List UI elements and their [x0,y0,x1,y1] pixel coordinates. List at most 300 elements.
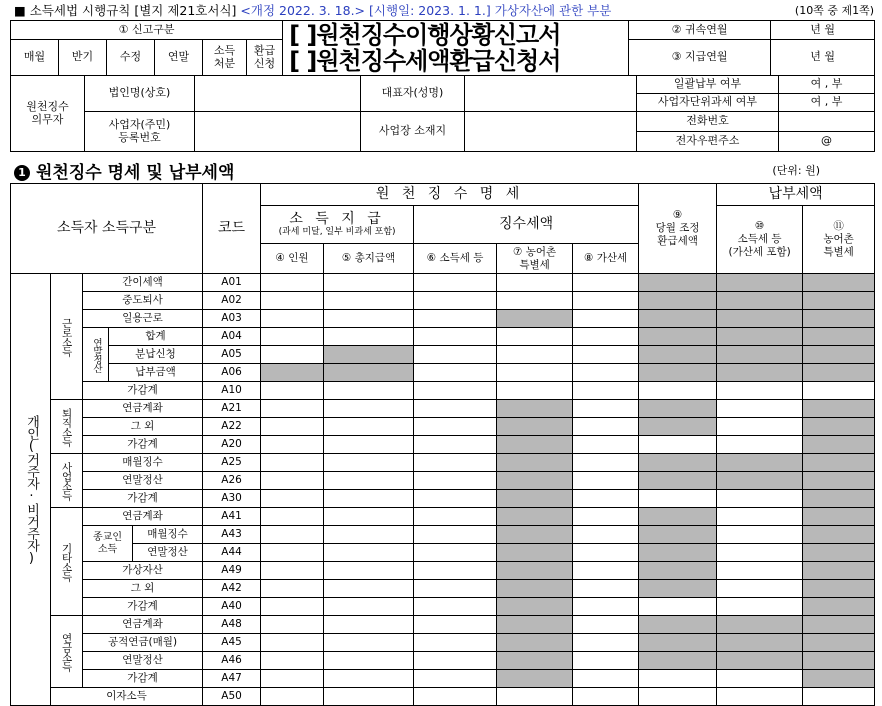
amount-cell-c4[interactable] [261,508,324,526]
amount-cell-c8[interactable] [573,436,639,454]
amount-cell-c6[interactable] [414,544,497,562]
row-label: 이자소득 [51,688,203,706]
row-label: 매월징수 [83,454,203,472]
amount-cell-c11 [803,616,875,634]
amount-cell-c7[interactable] [497,328,573,346]
amount-cell-c6[interactable] [414,382,497,400]
report-type-amended[interactable]: 수정 [107,40,155,76]
amount-cell-c9 [639,310,717,328]
table-row [11,400,875,418]
row-code: A02 [203,292,261,310]
amount-cell-c7 [497,544,573,562]
amount-cell-c9[interactable] [639,670,717,688]
payment-label: ③ 지급연월 [629,40,771,76]
amount-cell-c6[interactable] [414,562,497,580]
amount-cell-c10 [717,472,803,490]
table-row [11,292,875,310]
amount-cell-c7[interactable] [497,364,573,382]
amount-cell-c11 [803,580,875,598]
amount-cell-c7[interactable] [497,382,573,400]
amount-cell-c8[interactable] [573,616,639,634]
amount-cell-c5[interactable] [324,274,414,292]
amount-cell-c11 [803,598,875,616]
amount-cell-c9 [639,580,717,598]
revision-note: <개정 2022. 3. 18.> [시행일: 2023. 1. 1.] 가상자산에 관한 부분 [240,3,612,18]
payer-label: 원천징수 의무자 [11,76,85,152]
col-income-type: 소득자 소득구분 [11,184,203,274]
amount-cell-c8[interactable] [573,328,639,346]
row-code: A50 [203,688,261,706]
amount-cell-c11 [803,562,875,580]
row-code: A04 [203,328,261,346]
amount-cell-c8[interactable] [573,310,639,328]
amount-cell-c6[interactable] [414,598,497,616]
address-field[interactable] [465,112,637,152]
amount-cell-c11 [803,544,875,562]
row-code: A48 [203,616,261,634]
amount-cell-c5[interactable] [324,436,414,454]
amount-cell-c7[interactable] [497,274,573,292]
amount-cell-c6[interactable] [414,400,497,418]
col-c5: ⑤ 총지급액 [324,244,414,274]
amount-cell-c4[interactable] [261,526,324,544]
amount-cell-c6[interactable] [414,616,497,634]
amount-cell-c10[interactable] [717,490,803,508]
amount-cell-c10 [717,616,803,634]
amount-cell-c6[interactable] [414,652,497,670]
unit-tax-label: 사업자단위과세 여부 [637,94,779,112]
row-code: A41 [203,508,261,526]
amount-cell-c8[interactable] [573,346,639,364]
payment-value[interactable]: 년 월 [771,40,875,76]
row-code: A30 [203,490,261,508]
phone-field[interactable] [779,112,875,132]
amount-cell-c10[interactable] [717,400,803,418]
report-type-yearend[interactable]: 연말 [155,40,203,76]
amount-cell-c6[interactable] [414,436,497,454]
amount-cell-c7[interactable] [497,292,573,310]
income-payment-title: 소 득 지 급 [289,211,385,228]
row-label: 매월징수 [133,526,203,544]
amount-cell-c5[interactable] [324,400,414,418]
amount-cell-c7 [497,598,573,616]
amount-cell-c10[interactable] [717,508,803,526]
amount-cell-c9 [639,292,717,310]
amount-cell-c6[interactable] [414,526,497,544]
group-pension-income: 연금소득 [51,616,83,688]
page-indicator: (10쪽 중 제1쪽) [794,4,874,17]
form-title [283,21,629,76]
amount-cell-c5[interactable] [324,616,414,634]
amount-cell-c8[interactable] [573,364,639,382]
amount-cell-c9[interactable] [639,382,717,400]
amount-cell-c6[interactable] [414,634,497,652]
amount-cell-c10 [717,634,803,652]
amount-cell-c10[interactable] [717,670,803,688]
amount-cell-c10 [717,652,803,670]
amount-cell-c9 [639,562,717,580]
row-code: A05 [203,346,261,364]
report-type-refund[interactable]: 환급 신청 [247,40,283,76]
amount-cell-c7 [497,580,573,598]
withholding-table [10,183,875,706]
amount-cell-c8[interactable] [573,454,639,472]
row-label: 가감계 [83,598,203,616]
amount-cell-c4[interactable] [261,634,324,652]
amount-cell-c6[interactable] [414,274,497,292]
amount-cell-c10 [717,292,803,310]
amount-cell-c5[interactable] [324,418,414,436]
amount-cell-c7 [497,526,573,544]
amount-cell-c10 [717,274,803,292]
amount-cell-c8[interactable] [573,490,639,508]
row-code: A26 [203,472,261,490]
amount-cell-c5[interactable] [324,580,414,598]
amount-cell-c7 [497,310,573,328]
amount-cell-c5[interactable] [324,490,414,508]
amount-cell-c10[interactable] [717,598,803,616]
amount-cell-c5[interactable] [324,634,414,652]
amount-cell-c10 [717,454,803,472]
row-label: 가감계 [83,670,203,688]
amount-cell-c11 [803,508,875,526]
row-label: 가감계 [83,436,203,454]
row-label: 일용근로 [83,310,203,328]
amount-cell-c10[interactable] [717,580,803,598]
amount-cell-c8[interactable] [573,526,639,544]
amount-cell-c8[interactable] [573,418,639,436]
amount-cell-c10 [717,346,803,364]
amount-cell-c7 [497,418,573,436]
amount-cell-c10 [717,328,803,346]
row-label: 연말정산 [133,544,203,562]
amount-cell-c8[interactable] [573,652,639,670]
amount-cell-c8[interactable] [573,580,639,598]
amount-cell-c8[interactable] [573,670,639,688]
row-code: A21 [203,400,261,418]
table-row [11,382,875,400]
amount-cell-c4[interactable] [261,580,324,598]
row-code: A42 [203,580,261,598]
group-retirement-income: 퇴직소득 [51,400,83,454]
row-label: 연금계좌 [83,616,203,634]
email-field[interactable]: @ [779,132,875,152]
amount-cell-c6[interactable] [414,580,497,598]
amount-cell-c6[interactable] [414,508,497,526]
lump-sum-label: 일괄납부 여부 [637,76,779,94]
amount-cell-c4[interactable] [261,472,324,490]
amount-cell-c4[interactable] [261,400,324,418]
row-code: A22 [203,418,261,436]
table-row [11,310,875,328]
col-c8: ⑧ 가산세 [573,244,639,274]
col-c10: ⑩ 소득세 등 (가산세 포함) [717,206,803,274]
amount-cell-c9 [639,364,717,382]
amount-cell-c4[interactable] [261,346,324,364]
amount-cell-c11 [803,274,875,292]
col-payment-group: 납부세액 [717,184,875,206]
amount-cell-c9 [639,544,717,562]
row-code: A01 [203,274,261,292]
amount-cell-c7 [497,634,573,652]
row-label: 그 외 [83,418,203,436]
amount-cell-c6[interactable] [414,328,497,346]
table-row [11,364,875,382]
amount-cell-c4[interactable] [261,418,324,436]
row-label: 분납신청 [109,346,203,364]
amount-cell-c5 [324,346,414,364]
row-label: 연말정산 [83,652,203,670]
table-row [11,652,875,670]
amount-cell-c9 [639,328,717,346]
row-label: 그 외 [83,580,203,598]
group-business-income: 사업소득 [51,454,83,508]
bizno-field[interactable] [195,112,361,152]
amount-cell-c4[interactable] [261,310,324,328]
amount-cell-c11 [803,400,875,418]
amount-cell-c6[interactable] [414,346,497,364]
table-row [11,670,875,688]
form-header [10,20,874,152]
amount-cell-c8[interactable] [573,274,639,292]
amount-cell-c9 [639,526,717,544]
amount-cell-c7 [497,508,573,526]
amount-cell-c8[interactable] [573,562,639,580]
amount-cell-c5[interactable] [324,508,414,526]
amount-cell-c6[interactable] [414,472,497,490]
amount-cell-c4[interactable] [261,454,324,472]
representative-field[interactable] [465,76,637,112]
row-code: A47 [203,670,261,688]
row-code: A46 [203,652,261,670]
col-tax-group: 징수세액 [414,206,639,244]
amount-cell-c5[interactable] [324,526,414,544]
table-row [11,328,875,346]
unit-tax-choice[interactable]: 여 , 부 [779,94,875,112]
row-label: 연말정산 [83,472,203,490]
row-label: 연금계좌 [83,508,203,526]
corp-name-label: 법인명(상호) [85,76,195,112]
amount-cell-c7[interactable] [497,346,573,364]
corp-name-field[interactable] [195,76,361,112]
amount-cell-c7 [497,652,573,670]
col-c9: ⑨ 당월 조정 환급세액 [639,184,717,274]
col-c4: ④ 인원 [261,244,324,274]
table-row [11,544,875,562]
amount-cell-c5[interactable] [324,310,414,328]
amount-cell-c7 [497,454,573,472]
amount-cell-c4[interactable] [261,490,324,508]
row-label: 가감계 [83,490,203,508]
amount-cell-c10 [717,310,803,328]
table-row [11,454,875,472]
amount-cell-c9[interactable] [639,436,717,454]
amount-cell-c8[interactable] [573,544,639,562]
amount-cell-c10 [717,364,803,382]
amount-cell-c10[interactable] [717,526,803,544]
amount-cell-c9 [639,274,717,292]
amount-cell-c9[interactable] [639,490,717,508]
amount-cell-c10[interactable] [717,436,803,454]
row-label: 가감계 [83,382,203,400]
section-title: 원천징수 명세 및 납부세액 [36,163,235,183]
amount-cell-c9 [639,418,717,436]
amount-cell-c10[interactable] [717,562,803,580]
table-row [11,418,875,436]
amount-cell-c10[interactable] [717,418,803,436]
group-other-income: 기타소득 [51,508,83,616]
row-code: A10 [203,382,261,400]
amount-cell-c4[interactable] [261,382,324,400]
amount-cell-c11 [803,292,875,310]
row-label: 납부금액 [109,364,203,382]
report-type-monthly[interactable]: 매월 [11,40,59,76]
amount-cell-c11 [803,436,875,454]
table-row [11,616,875,634]
table-row [11,526,875,544]
row-code: A20 [203,436,261,454]
amount-cell-c6[interactable] [414,670,497,688]
amount-cell-c7 [497,562,573,580]
amount-cell-c5 [324,364,414,382]
amount-cell-c4[interactable] [261,436,324,454]
amount-cell-c4[interactable] [261,652,324,670]
amount-cell-c4 [261,364,324,382]
amount-cell-c5[interactable] [324,472,414,490]
row-label: 공적연금(매월) [83,634,203,652]
amount-cell-c8[interactable] [573,292,639,310]
group-earned-income: 근로소득 [51,274,83,400]
amount-cell-c9 [639,634,717,652]
table-row [11,580,875,598]
amount-cell-c5[interactable] [324,382,414,400]
row-label: 연금계좌 [83,400,203,418]
amount-cell-c8[interactable] [573,400,639,418]
amount-cell-c6[interactable] [414,310,497,328]
col-c7: ⑦ 농어촌 특별세 [497,244,573,274]
amount-cell-c11[interactable] [803,382,875,400]
table-row [11,598,875,616]
amount-cell-c11 [803,526,875,544]
amount-cell-c4[interactable] [261,544,324,562]
amount-cell-c5[interactable] [324,454,414,472]
table-row [11,274,875,292]
form-reference-line [14,2,874,20]
amount-cell-c7 [497,670,573,688]
row-label: 간이세액 [83,274,203,292]
amount-cell-c5[interactable] [324,292,414,310]
table-row [11,508,875,526]
row-code: A43 [203,526,261,544]
amount-cell-c11 [803,328,875,346]
amount-cell-c6[interactable] [414,490,497,508]
amount-cell-c11 [803,454,875,472]
table-row [11,634,875,652]
amount-cell-c11 [803,364,875,382]
amount-cell-c9 [639,472,717,490]
row-code: A03 [203,310,261,328]
amount-cell-c9[interactable] [639,598,717,616]
amount-cell-c5[interactable] [324,652,414,670]
amount-cell-c5[interactable] [324,328,414,346]
address-label: 사업장 소재지 [361,112,465,152]
amount-cell-c8[interactable] [573,634,639,652]
amount-cell-c9 [639,454,717,472]
group-individual: 개인(거주자·비거주자) [11,274,51,706]
amount-cell-c8[interactable] [573,598,639,616]
amount-cell-c8[interactable] [573,382,639,400]
lump-sum-choice[interactable]: 여 , 부 [779,76,875,94]
amount-cell-c9 [639,346,717,364]
amount-cell-c5[interactable] [324,544,414,562]
section-heading [14,158,234,183]
amount-cell-c5[interactable] [324,598,414,616]
col-code: 코드 [203,184,261,274]
amount-cell-c6[interactable] [414,418,497,436]
amount-cell-c9 [639,652,717,670]
amount-cell-c11 [803,310,875,328]
amount-cell-c4[interactable] [261,598,324,616]
amount-cell-c7 [497,616,573,634]
amount-cell-c5[interactable] [324,562,414,580]
amount-cell-c4[interactable] [261,328,324,346]
amount-cell-c11 [803,652,875,670]
amount-cell-c4[interactable] [261,670,324,688]
amount-cell-c10[interactable] [717,544,803,562]
amount-cell-c11 [803,490,875,508]
col-withholding-detail: 원 천 징 수 명 세 [261,184,639,206]
amount-cell-c6[interactable] [414,292,497,310]
amount-cell-c6[interactable] [414,454,497,472]
attribution-value[interactable]: 년 월 [771,21,875,40]
row-code: A40 [203,598,261,616]
amount-cell-c9 [639,616,717,634]
amount-cell-c6[interactable] [414,364,497,382]
amount-cell-c11 [803,634,875,652]
report-type-semiannual[interactable]: 반기 [59,40,107,76]
row-code: A44 [203,544,261,562]
section-number-badge: 1 [14,165,30,181]
amount-cell-c9 [639,400,717,418]
amount-cell-c8[interactable] [573,472,639,490]
amount-cell-c9 [639,508,717,526]
report-type-income-disposal[interactable]: 소득 처분 [203,40,247,76]
title-refund-request: [ ]원천징수세액환급신청서 [289,47,561,75]
amount-cell-c7 [497,490,573,508]
table-row [11,472,875,490]
group-yearend: 연말정산 [83,328,109,382]
group-religious: 종교인 소득 [83,526,133,562]
amount-cell-c4[interactable] [261,274,324,292]
form-number: ■ 소득세법 시행규칙 [별지 제21호서식] [14,3,237,18]
amount-cell-c11 [803,346,875,364]
amount-cell-c4[interactable] [261,616,324,634]
row-label: 중도퇴사 [83,292,203,310]
col-c11: ⑪ 농어촌 특별세 [803,206,875,274]
amount-cell-c4[interactable] [261,562,324,580]
table-row [11,490,875,508]
amount-cell-c7 [497,436,573,454]
table-row [11,346,875,364]
amount-cell-c10[interactable] [717,382,803,400]
report-type-label: ① 신고구분 [11,21,283,40]
amount-cell-c4[interactable] [261,292,324,310]
amount-cell-c8[interactable] [573,508,639,526]
amount-cell-c5[interactable] [324,670,414,688]
amount-cell-c7 [497,400,573,418]
amount-cell-c11 [803,670,875,688]
col-income-payment [261,206,414,244]
